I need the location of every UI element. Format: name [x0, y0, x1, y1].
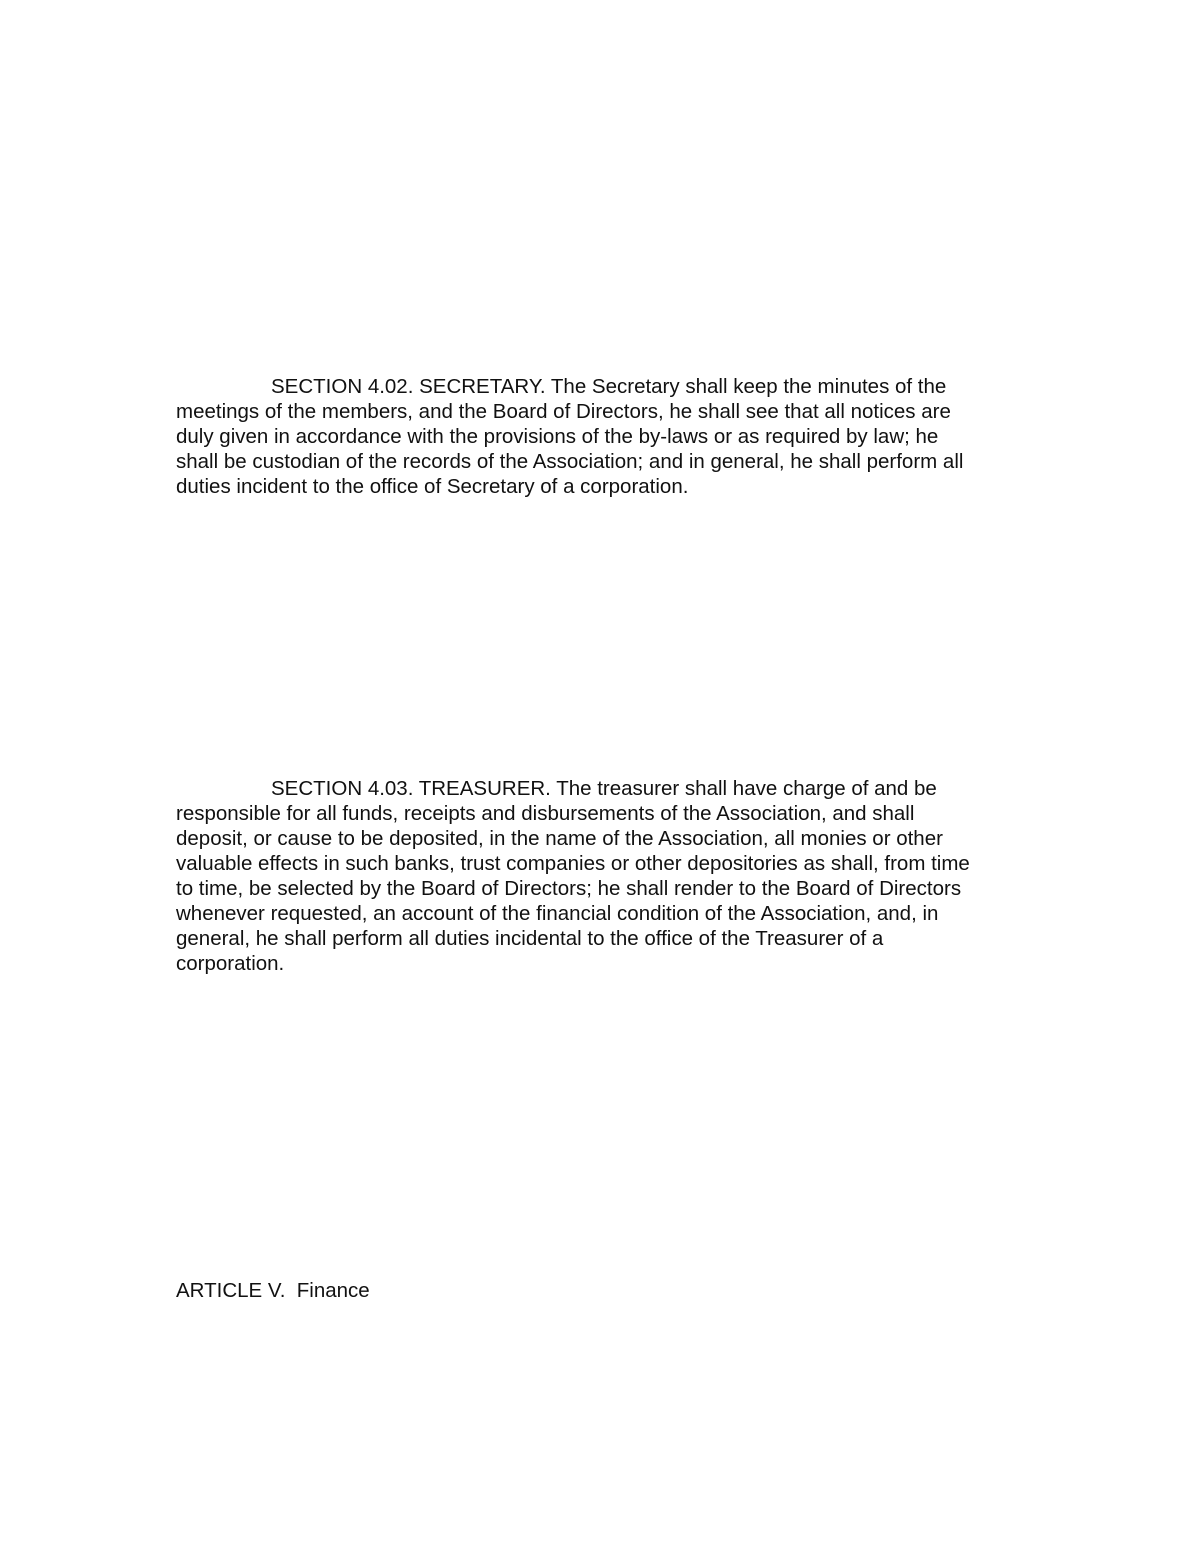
section-4-03-line: to time, be selected by the Board of Directors; he shall render to the Board of Directors: [176, 877, 962, 900]
section-4-03-line: deposit, or cause to be deposited, in the name of the Association, all monies or other: [176, 827, 943, 850]
section-4-02-line: shall be custodian of the records of the Association; and in general, he shall perform all: [176, 450, 964, 473]
article-v-title: ARTICLE V. Finance: [176, 1279, 370, 1302]
section-4-03-line: corporation.: [176, 952, 285, 975]
section-4-03-line: whenever requested, an account of the financial condition of the Association, and, in: [176, 902, 939, 925]
section-4-03-treasurer: [176, 776, 1026, 976]
article-v-heading: [176, 1278, 1026, 1303]
section-4-03-line: general, he shall perform all duties incidental to the office of the Treasurer of a: [176, 927, 884, 950]
section-4-02-line: SECTION 4.02. SECRETARY. The Secretary shall keep the minutes of the: [271, 375, 947, 398]
section-4-02-line: meetings of the members, and the Board of Directors, he shall see that all notices are: [176, 400, 951, 423]
section-4-03-line: valuable effects in such banks, trust companies or other depositories as shall, from time: [176, 852, 970, 875]
section-4-02-line: duties incident to the office of Secretary of a corporation.: [176, 475, 689, 498]
section-4-03-line: responsible for all funds, receipts and disbursements of the Association, and shall: [176, 802, 915, 825]
section-4-02-secretary: [176, 374, 1026, 499]
section-4-02-line: duly given in accordance with the provisions of the by-laws or as required by law; he: [176, 425, 939, 448]
section-4-03-line: SECTION 4.03. TREASURER. The treasurer shall have charge of and be: [271, 777, 937, 800]
